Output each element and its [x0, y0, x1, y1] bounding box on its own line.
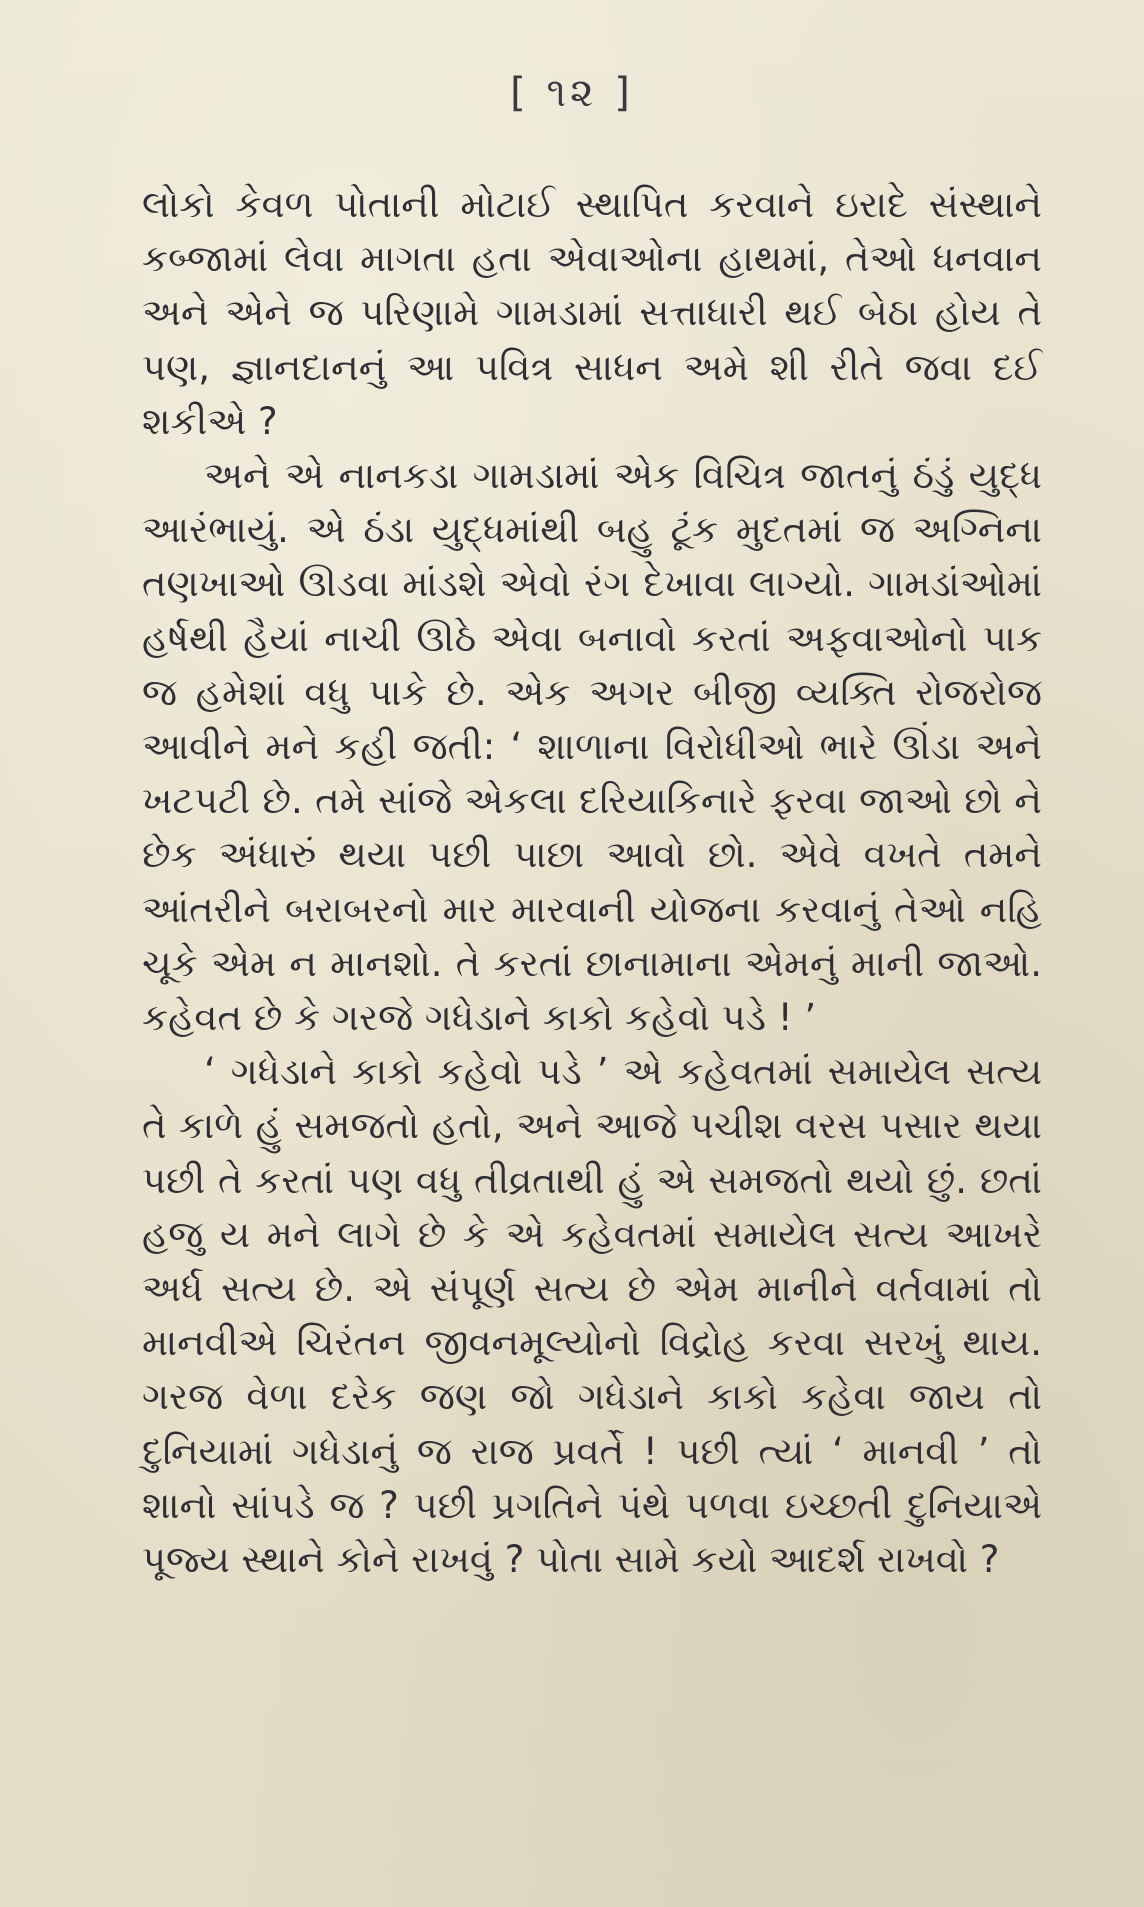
paragraph-2: અને એ નાનકડા ગામડામાં એક વિચિત્ર જાતનું ઠંડું યુદ્ધ આરંભાયું. એ ઠંડા યુદ્ધમાંથી બહુ ટૂંક મુદતમાં જ અગ્નિના તણખાઓ ઊડવા માંડશે એવો રંગ દેખાવા લાગ્યો. ગામડાંઓમાં હર્ષથી હૈયાં નાચી ઊઠે એવા બનાવો કરતાં અફવાઓનો પાક જ હમેશાં વધુ પાકે છે. એક અગર બીજી વ્યક્તિ રોજરોજ આવીને મને કહી જતી: ‘ શાળાના વિરોધીઓ ભારે ઊંડા અને ખટપટી છે. તમે સાંજે એકલા દરિયાકિનારે ફરવા જાઓ છો ને છેક અંધારું થયા પછી પાછા આવો છો. એવે વખતે તમને આંતરીને બરાબરનો માર મારવાની યોજના કરવાનું તેઓ નહિ ચૂકે એમ ન માનશો. તે કરતાં છાનામાના એમનું માની જાઓ. કહેવત છે કે ગરજે ગધેડાને કાકો કહેવો પડે ! ’: [142, 454, 1042, 1040]
body-text: [142, 178, 1042, 1587]
paragraph-3: ‘ ગધેડાને કાકો કહેવો પડે ’ એ કહેવતમાં સમાયેલ સત્ય તે કાળે હું સમજતો હતો, અને આજે પચીશ વરસ પસાર થયા પછી તે કરતાં પણ વધુ તીવ્રતાથી હું એ સમજતો થયો છું. છતાં હજુ ય મને લાગે છે કે એ કહેવતમાં સમાયેલ સત્ય આખરે અર્ધ સત્ય છે. એ સંપૂર્ણ સત્ય છે એમ માનીને વર્તવામાં તો માનવીએ ચિરંતન જીવનમૂલ્યોનો વિદ્રોહ કરવા સરખું થાય. ગરજ વેળા દરેક જણ જો ગધેડાને કાકો કહેવા જાય તો દુનિયામાં ગધેડાનું જ રાજ પ્રવર્તે ! પછી ત્યાં ‘ માનવી ’ તો શાનો સાંપડે જ ? પછી પ્રગતિને પંથે પળવા ઇચ્છતી દુનિયાએ પૂજ્ય સ્થાને કોને રાખવું ? પોતા સામે કયો આદર્શ રાખવો ?: [142, 1050, 1042, 1582]
page-number: [ ૧૨ ]: [510, 70, 634, 116]
paragraph-1: લોકો કેવળ પોતાની મોટાઈ સ્થાપિત કરવાને ઇરાદે સંસ્થાને કબ્જામાં લેવા માગતા હતા એવાઓના હાથમાં, તેઓ ધનવાન અને એને જ પરિણામે ગામડામાં સત્તાધારી થઈ બેઠા હોય તે પણ, જ્ઞાનદાનનું આ પવિત્ર સાધન અમે શી રીતે જવા દઈ શકીએ ?: [142, 183, 1042, 443]
